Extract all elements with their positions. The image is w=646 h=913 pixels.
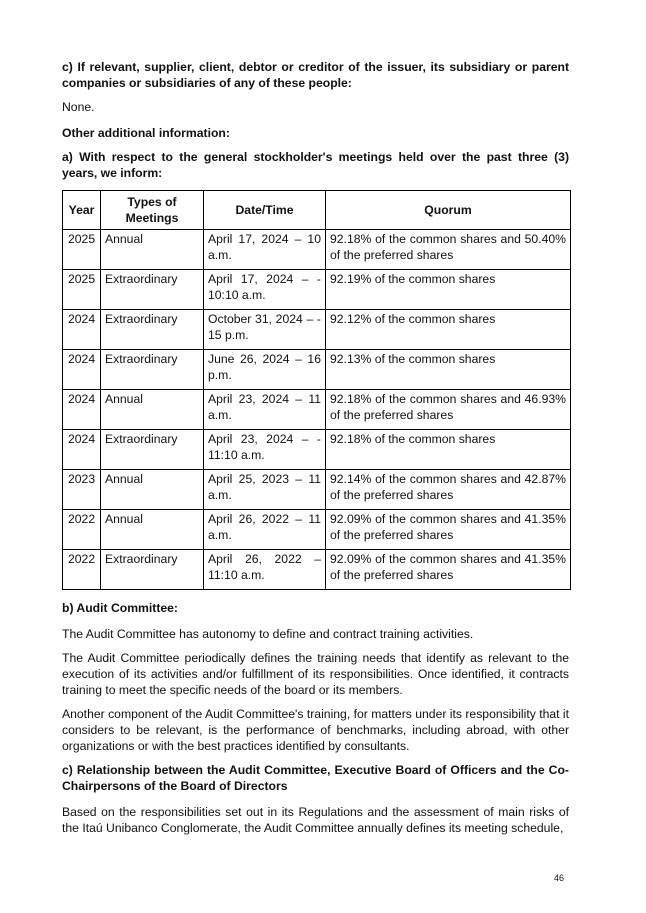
cell-year: 2023 — [63, 470, 101, 510]
cell-year: 2025 — [63, 270, 101, 310]
cell-quorum: 92.19% of the common shares — [326, 270, 571, 310]
cell-type: Extraordinary — [101, 310, 204, 350]
table-row — [63, 390, 571, 430]
cell-type: Extraordinary — [101, 350, 204, 390]
cell-type: Extraordinary — [101, 270, 204, 310]
cell-year: 2024 — [63, 350, 101, 390]
cell-datetime: April 26, 2022 – 11:10 a.m. — [204, 550, 326, 590]
table-row — [63, 230, 571, 270]
other-info-heading: Other additional information: — [62, 126, 230, 140]
cell-type: Annual — [101, 510, 204, 550]
cell-datetime: October 31, 2024 – - 15 p.m. — [204, 310, 326, 350]
cell-quorum: 92.12% of the common shares — [326, 310, 571, 350]
cell-datetime: April 17, 2024 – - 10:10 a.m. — [204, 270, 326, 310]
audit-committee-p1: The Audit Committee has autonomy to define and contract training activities. — [62, 627, 474, 641]
table-row — [63, 430, 571, 470]
cell-year: 2025 — [63, 230, 101, 270]
cell-type: Extraordinary — [101, 550, 204, 590]
cell-type: Annual — [101, 470, 204, 510]
audit-committee-p3: Another component of the Audit Committee's training, for matters under its responsibility that it considers to be relevant, is the performance of benchmarks, including abroad, with other organizations or with the best practices identified by consultants. — [62, 707, 570, 753]
audit-committee-heading: b) Audit Committee: — [62, 601, 178, 615]
table-row — [63, 510, 571, 550]
section-c-supplier-heading: c) If relevant, supplier, client, debtor or creditor of the issuer, its subsidiary or parent companies or subsidiaries of any of these people: — [62, 60, 569, 90]
cell-quorum: 92.14% of the common shares and 42.87% of the preferred shares — [326, 470, 571, 510]
cell-type: Annual — [101, 390, 204, 430]
meetings-table — [62, 190, 571, 590]
header-type: Types of Meetings — [101, 191, 204, 230]
cell-year: 2024 — [63, 310, 101, 350]
table-row — [63, 350, 571, 390]
table-row — [63, 270, 571, 310]
cell-datetime: April 17, 2024 – 10 a.m. — [204, 230, 326, 270]
cell-quorum: 92.18% of the common shares — [326, 430, 571, 470]
cell-datetime: April 26, 2022 – 11 a.m. — [204, 510, 326, 550]
table-row — [63, 310, 571, 350]
cell-datetime: April 25, 2023 – 11 a.m. — [204, 470, 326, 510]
audit-committee-p2: The Audit Committee periodically defines the training needs that identify as relevant to the execution of its activities and/or fulfillment of its responsibilities. Once identified, it contracts training to meet the specific needs of the board or its members. — [62, 651, 569, 697]
header-year: Year — [63, 191, 101, 230]
section-c-supplier-answer: None. — [62, 100, 95, 114]
cell-quorum: 92.13% of the common shares — [326, 350, 571, 390]
table-row — [63, 470, 571, 510]
relationship-heading: c) Relationship between the Audit Committee, Executive Board of Officers and the Co-Chairpersons of the Board of Directors — [62, 763, 569, 793]
cell-year: 2024 — [63, 430, 101, 470]
cell-quorum: 92.18% of the common shares and 50.40% of the preferred shares — [326, 230, 571, 270]
page-number: 46 — [554, 873, 565, 883]
relationship-p1: Based on the responsibilities set out in its Regulations and the assessment of main risks of the Itaú Unibanco Conglomerate, the Audit Committee annually defines its meeting schedule, — [62, 805, 569, 835]
cell-quorum: 92.09% of the common shares and 41.35% of the preferred shares — [326, 550, 571, 590]
cell-year: 2022 — [63, 550, 101, 590]
cell-datetime: April 23, 2024 – 11 a.m. — [204, 390, 326, 430]
cell-quorum: 92.09% of the common shares and 41.35% of the preferred shares — [326, 510, 571, 550]
header-quorum: Quorum — [326, 191, 571, 230]
document-page — [62, 59, 569, 836]
cell-datetime: April 23, 2024 – - 11:10 a.m. — [204, 430, 326, 470]
cell-type: Extraordinary — [101, 430, 204, 470]
cell-quorum: 92.18% of the common shares and 46.93% of the preferred shares — [326, 390, 571, 430]
table-body — [63, 230, 571, 590]
cell-year: 2024 — [63, 390, 101, 430]
meetings-intro: a) With respect to the general stockholder's meetings held over the past three (3) years, we inform: — [62, 150, 569, 180]
cell-datetime: June 26, 2024 – 16 p.m. — [204, 350, 326, 390]
header-datetime: Date/Time — [204, 191, 326, 230]
table-header-row — [63, 191, 571, 230]
cell-year: 2022 — [63, 510, 101, 550]
cell-type: Annual — [101, 230, 204, 270]
table-row — [63, 550, 571, 590]
